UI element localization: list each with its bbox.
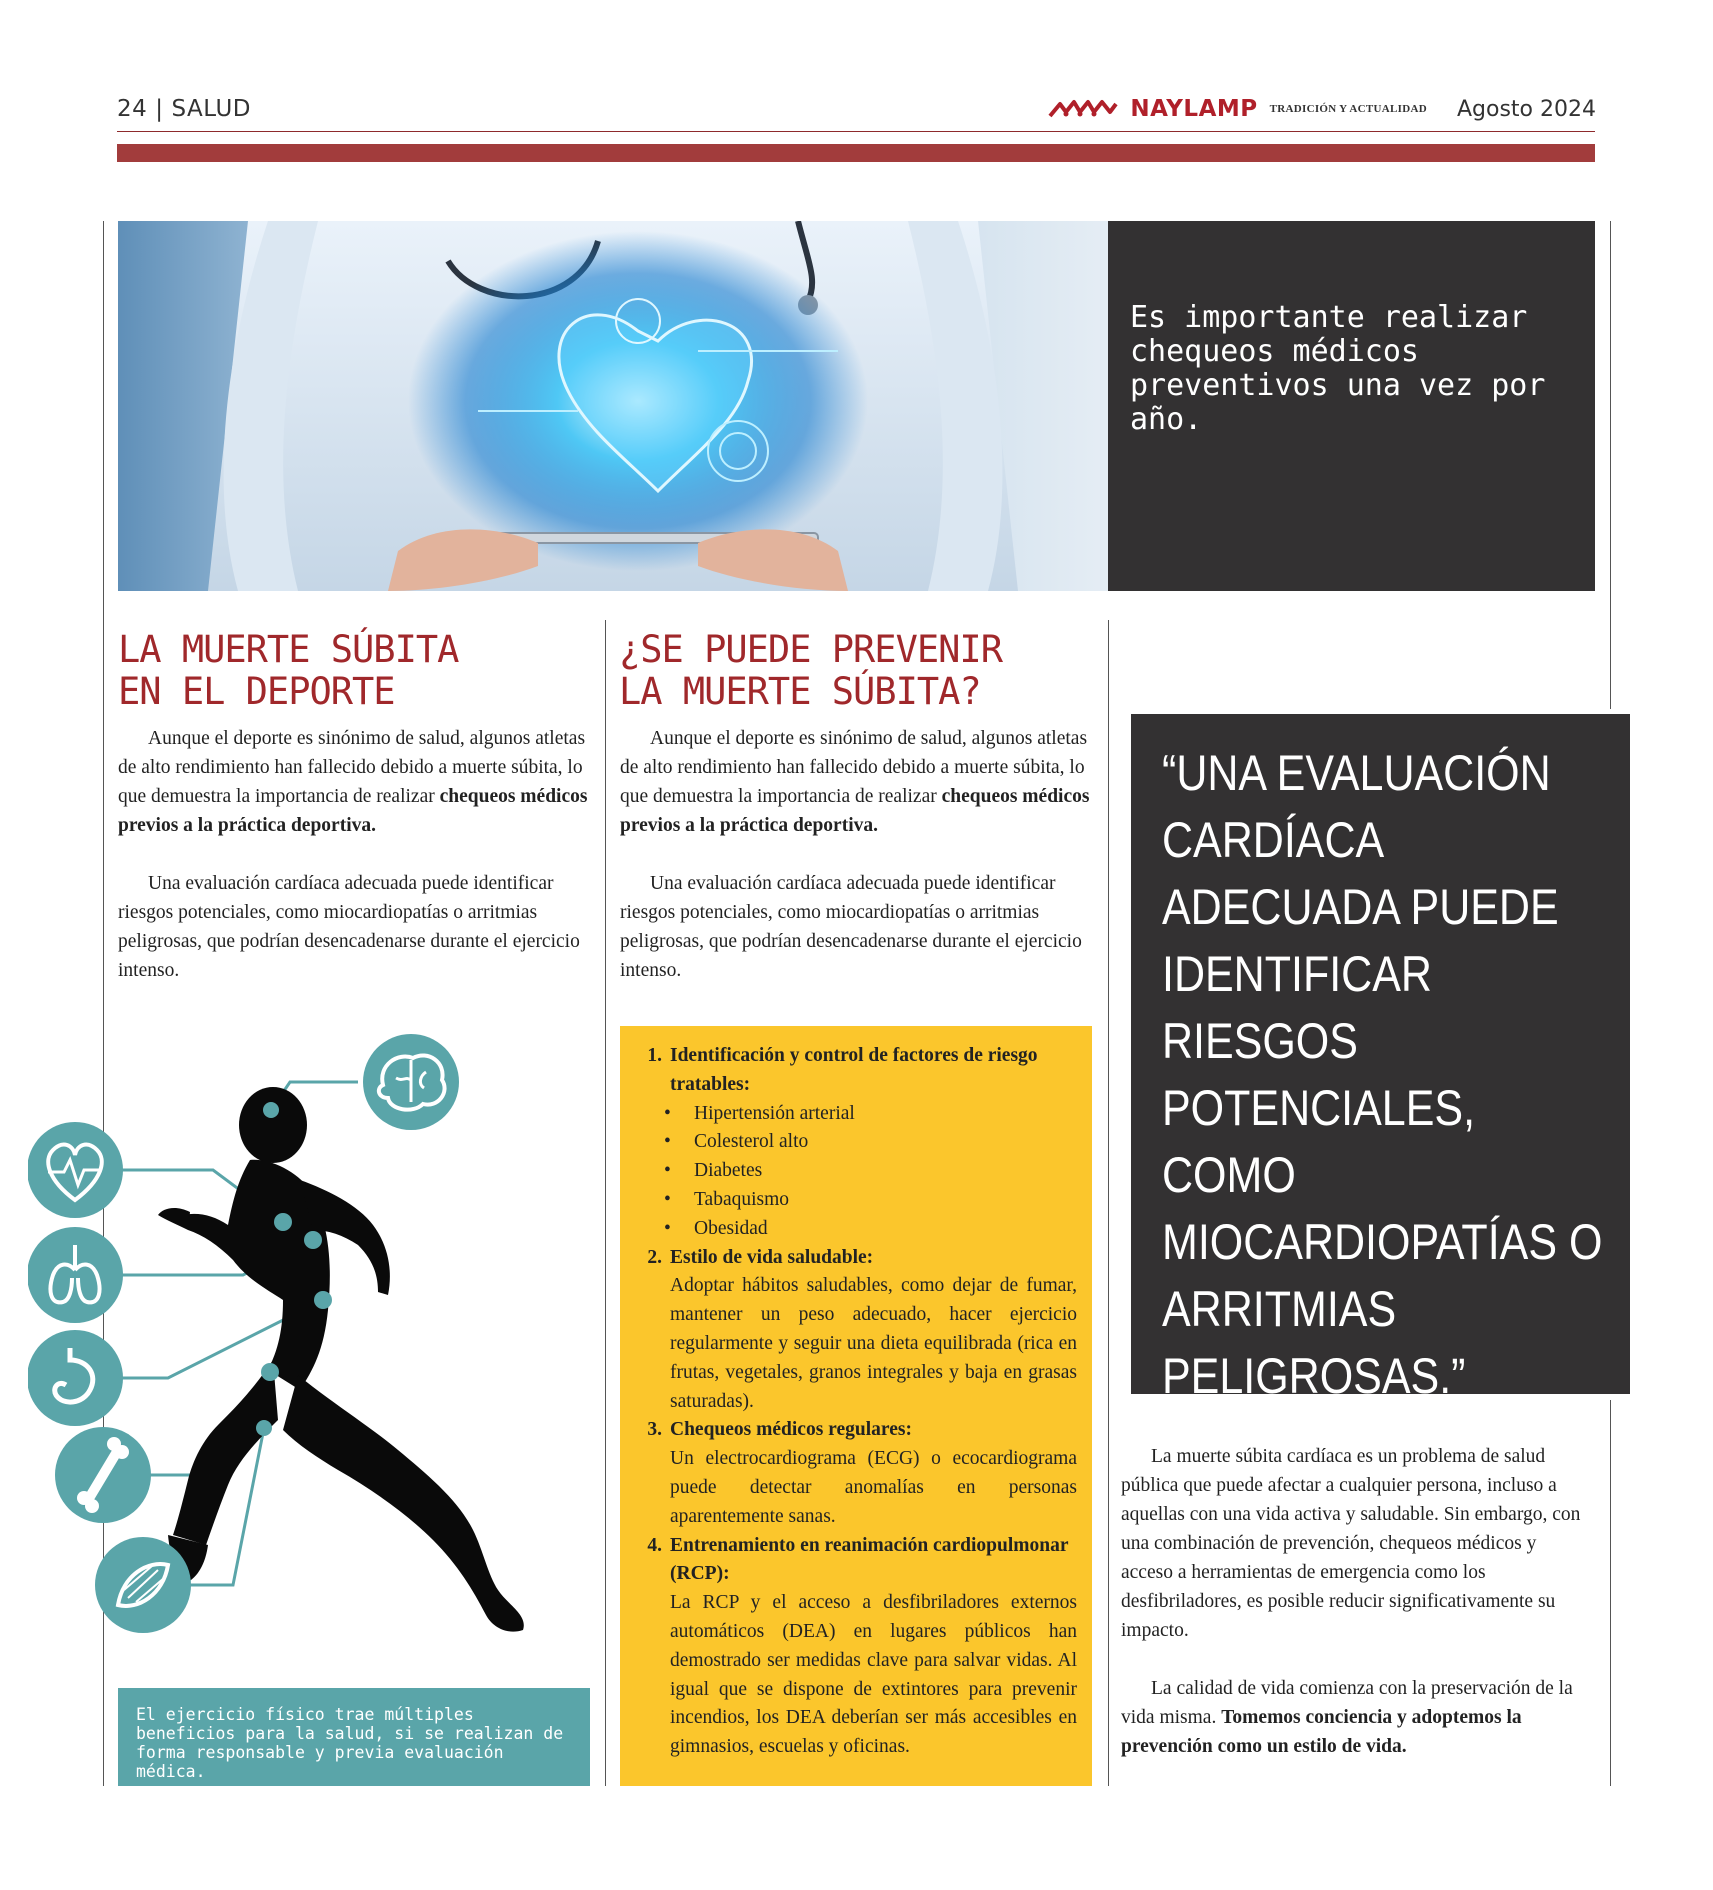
issue-date: Agosto 2024 [1456, 96, 1596, 122]
article1-body [118, 724, 588, 1014]
list-item: • Obesidad [664, 1217, 768, 1239]
article2-title-line1: ¿SE PUEDE PREVENIR [619, 628, 1002, 671]
column-rule-right-top [1610, 221, 1611, 709]
article3-paragraph2 [1121, 1674, 1591, 1761]
prevention-item-4 [632, 1532, 1077, 1762]
article1-paragraph2: Una evaluación cardíaca adecuada puede identificar riesgos potenciales, como miocardiopatías o arritmias peligrosas, que podrían desencadenarse durante el ejercicio intenso. [118, 873, 580, 981]
list-item: • Tabaquismo [664, 1188, 790, 1210]
naylamp-logo-icon [1048, 98, 1118, 120]
article2-paragraph1 [620, 724, 1090, 840]
item-heading: Entrenamiento en reanimación cardiopulmonar (RCP): [670, 1534, 1069, 1585]
heart-icon [28, 1122, 123, 1218]
list-item: • Colesterol alto [664, 1131, 809, 1153]
list-item: • Diabetes [664, 1160, 763, 1182]
article2-p1-text: Aunque el deporte es sinónimo de salud, algunos atletas de alto rendimiento han fallecido debido a muerte súbita, lo que demuestra la importancia de realizar [620, 728, 1088, 807]
brand-tagline: TRADICIÓN Y ACTUALIDAD [1269, 103, 1427, 115]
page-number: 24 [117, 96, 148, 122]
item-text: Un electrocardiograma (ECG) o ecocardiograma puede detectar anomalías en personas aparentemente sanas. [670, 1448, 1077, 1527]
article1-p1-text: Aunque el deporte es sinónimo de salud, algunos atletas de alto rendimiento han fallecido debido a muerte súbita, lo que demuestra la importancia de realizar [118, 728, 586, 807]
prevention-item-2 [632, 1244, 1077, 1417]
item-number: 1. [647, 1045, 662, 1066]
article1-title-line2: EN EL DEPORTE [118, 670, 395, 713]
item-number: 4. [647, 1534, 662, 1556]
article3-p2-text: La calidad de vida comienza con la preservación de la vida misma. [1121, 1678, 1573, 1728]
folio-separator: | [155, 96, 164, 122]
item-number: 3. [647, 1419, 662, 1441]
runner-infographic [28, 1030, 598, 1690]
header-rule [117, 131, 1595, 132]
article2-paragraph2: Una evaluación cardíaca adecuada puede identificar riesgos potenciales, como miocardiopatías o arritmias peligrosas, que podrían desencadenarse durante el ejercicio intenso. [620, 873, 1082, 981]
brain-icon [363, 1034, 459, 1130]
bone-icon [55, 1427, 151, 1523]
brand-name: NAYLAMP [1130, 96, 1258, 122]
article3-paragraph1: La muerte súbita cardíaca es un problema de salud pública que puede afectar a cualquier persona, incluso a aquellas con una vida activa y saludable. Sin embargo, con una combinación de prevención, chequeos médicos y acceso a herramientas de emergencia como los desfibriladores, es posible reducir significativamente su impacto. [1121, 1446, 1581, 1641]
hero-image [118, 221, 1108, 591]
stomach-icon [28, 1330, 123, 1426]
article2-title-line2: LA MUERTE SÚBITA? [619, 670, 981, 713]
runner-silhouette-figure [28, 1030, 598, 1690]
figure-caption: El ejercicio físico trae múltiples beneficios para la salud, si se realizan de forma responsable y previa evaluación médica. [136, 1705, 564, 1781]
article3-body [1121, 1442, 1591, 1790]
article2-body [620, 724, 1090, 1014]
article2-p1-emphasis: chequeos médicos previos a la práctica deportiva. [620, 786, 1090, 836]
article3-p2-emphasis: Tomemos conciencia y adoptemos la prevención como un estilo de vida. [1121, 1707, 1522, 1757]
item-number: 2. [647, 1246, 662, 1268]
item-text: La RCP y el acceso a desfibriladores externos automáticos (DEA) en lugares públicos han demostrado ser medidas clave para salvar vidas. Al igual que se dispone de extintores para prevenir incendios, los DEA deberían ser más accesibles en gimnasios, escuelas y oficinas. [670, 1592, 1077, 1758]
article2-title [619, 629, 1099, 713]
article1-paragraph1 [118, 724, 588, 840]
item-heading: Chequeos médicos regulares: [670, 1419, 912, 1441]
article1-title [118, 629, 598, 713]
column-rule-1 [605, 620, 606, 1786]
pull-quote: “UNA EVALUACIÓN CARDÍACA ADECUADA PUEDE IDENTIFICAR RIESGOS POTENCIALES, COMO MIOCARDIOPATÍAS O ARRITMIAS PELIGROSAS.” [1162, 745, 1603, 1404]
prevention-list [632, 1042, 1077, 1762]
masthead [1048, 96, 1596, 122]
page-folio [117, 96, 251, 122]
prevention-item-3 [632, 1416, 1077, 1531]
doctor-holding-heart-hologram-image [118, 221, 1108, 591]
column-rule-right-bottom [1610, 1400, 1611, 1786]
item-text: Adoptar hábitos saludables, como dejar de fumar, mantener un peso adecuado, hacer ejercicio regularmente y seguir una dieta equilibrada (rica en frutas, vegetales, granos integrales y baja en grasas saturadas). [670, 1275, 1077, 1412]
prevention-item-1 [632, 1042, 1077, 1244]
article1-title-line1: LA MUERTE SÚBITA [118, 628, 459, 671]
header-bar [117, 144, 1595, 162]
article1-p1-emphasis: chequeos médicos previos a la práctica deportiva. [118, 786, 588, 836]
muscle-icon [95, 1537, 191, 1633]
item-heading: Identificación y control de factores de riesgo tratables: [670, 1045, 1038, 1095]
item-heading: Estilo de vida saludable: [670, 1246, 874, 1268]
hero-caption: Es importante realizar chequeos médicos preventivos una vez por año. [1130, 300, 1546, 437]
column-rule-2 [1108, 620, 1109, 1786]
section-name: SALUD [171, 96, 252, 122]
list-item: • Hipertensión arterial [664, 1102, 855, 1124]
lungs-icon [28, 1227, 123, 1323]
risk-factor-list [632, 1100, 1077, 1244]
